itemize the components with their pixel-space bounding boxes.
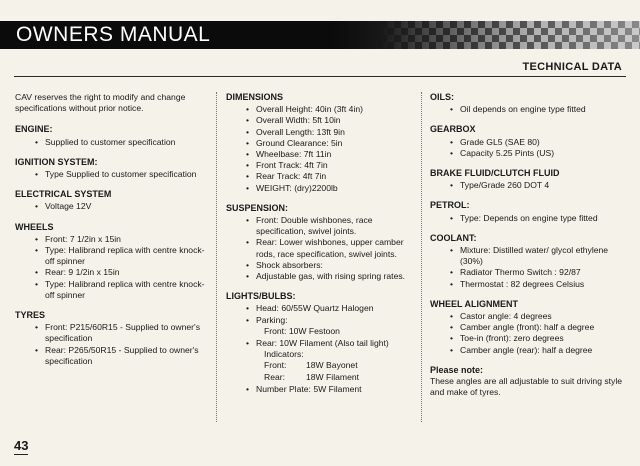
page-number-underline	[14, 454, 28, 455]
column-divider	[421, 92, 422, 422]
list-item: • Mixture: Distilled water/ glycol ethylene (30%)	[430, 245, 624, 267]
list-item: • Rear: P265/50R15 - Supplied to owner's specification	[15, 345, 205, 367]
oils-section	[430, 92, 624, 115]
list-item: • Rear: Lower wishbones, upper camber rods, race specification, swivel joints.	[226, 237, 416, 259]
ignition-system-heading: IGNITION SYSTEM:	[15, 156, 98, 167]
list-item: • Ground Clearance: 5in	[226, 138, 416, 149]
dimensions-list	[226, 104, 416, 194]
list-item: • Front Track: 4ft 7in	[226, 160, 416, 171]
list-item: • Camber angle (rear): half a degree	[430, 345, 624, 356]
section-divider	[14, 76, 626, 77]
indicator-front-row	[226, 360, 416, 371]
page-title: OWNERS MANUAL	[16, 23, 211, 46]
suspension-list	[226, 215, 416, 282]
lights-list-plate	[226, 384, 416, 395]
dimensions-section	[226, 92, 416, 194]
oils-heading: OILS:	[430, 92, 454, 102]
list-item: • Rear: 10W Filament (Also tail light)	[226, 338, 416, 349]
list-item: • Front: Double wishbones, race specification, swivel joints.	[226, 215, 416, 237]
list-item: • Voltage 12V	[15, 201, 205, 212]
list-item: • Capacity 5.25 Pints (US)	[430, 148, 624, 159]
ignition-system-section	[15, 157, 205, 180]
ignition-system-list	[15, 169, 205, 180]
wheel-alignment-section	[430, 299, 624, 356]
tyres-list	[15, 322, 205, 367]
list-item: • Overall Width: 5ft 10in	[226, 115, 416, 126]
list-item: • Shock absorbers:	[226, 260, 416, 271]
list-item: • Toe-in (front): zero degrees	[430, 333, 624, 344]
tyres-heading: TYRES	[15, 310, 46, 321]
suspension-section	[226, 203, 416, 282]
indicator-rear-key: Rear:	[264, 371, 286, 382]
wheels-list	[15, 234, 205, 301]
column-divider	[216, 92, 217, 422]
list-item	[226, 315, 416, 326]
petrol-heading: PETROL:	[430, 200, 470, 211]
petrol-list	[430, 213, 624, 224]
list-item: • Grade GL5 (SAE 80)	[430, 137, 624, 148]
list-item: • Head: 60/55W Quartz Halogen	[226, 303, 416, 314]
list-item: • Radiator Thermo Switch : 92/87	[430, 267, 624, 278]
electrical-system-heading: ELECTRICAL SYSTEM	[15, 189, 112, 200]
column-left	[15, 92, 205, 376]
wheels-heading: WHEELS	[15, 221, 54, 232]
petrol-section	[430, 200, 624, 223]
list-item: • Overall Height: 40in (3ft 4in)	[226, 104, 416, 115]
indicator-rear-value: 18W Filament	[306, 371, 360, 382]
list-item: • WEIGHT: (dry)2200lb	[226, 183, 416, 194]
section-title: TECHNICAL DATA	[522, 61, 622, 73]
note-heading: Please note:	[430, 364, 484, 375]
list-item: • Overall Length: 13ft 9in	[226, 127, 416, 138]
list-item: • Number Plate: 5W Filament	[226, 384, 416, 395]
lights-list	[226, 303, 416, 325]
brake-fluid-clutch-fluid-list	[430, 180, 624, 191]
column-middle	[226, 92, 416, 404]
coolant-heading: COOLANT:	[430, 232, 477, 243]
column-right	[430, 92, 624, 398]
list-item: • Type Supplied to customer specification	[15, 169, 205, 180]
lights-list-rear	[226, 338, 416, 349]
electrical-system-section	[15, 189, 205, 212]
engine-list	[15, 137, 205, 148]
indicator-front-key: Front:	[264, 360, 287, 371]
list-item: • Adjustable gas, with rising spring rates.	[226, 271, 416, 282]
tyres-section	[15, 310, 205, 367]
list-item: • Wheelbase: 7ft 11in	[226, 149, 416, 160]
list-item: • Front: P215/60R15 - Supplied to owner's specification	[15, 322, 205, 344]
wheels-section	[15, 222, 205, 301]
list-item: • Supplied to customer specification	[15, 137, 205, 148]
electrical-system-list	[15, 201, 205, 212]
wheel-alignment-heading: WHEEL ALIGNMENT	[430, 298, 518, 309]
page-number: 43	[14, 438, 29, 453]
coolant-list	[430, 245, 624, 290]
brake-fluid-clutch-fluid-section	[430, 168, 624, 191]
list-item: • Rear: 9 1/2in x 15in	[15, 267, 205, 278]
list-item: • Thermostat : 82 degrees Celsius	[430, 279, 624, 290]
indicator-front-value: 18W Bayonet	[306, 360, 358, 371]
list-item: • Type/Grade 260 DOT 4	[430, 180, 624, 191]
list-item: • Rear Track: 4ft 7in	[226, 171, 416, 182]
list-item: • Type: Halibrand replica with centre knock-off spinner	[15, 279, 205, 301]
engine-heading: ENGINE:	[15, 124, 53, 135]
oils-list	[430, 104, 624, 115]
list-item: • Castor angle: 4 degrees	[430, 311, 624, 322]
list-item: • Type: Depends on engine type fitted	[430, 213, 624, 224]
list-item: • Front: 7 1/2in x 15in	[15, 234, 205, 245]
gearbox-list	[430, 137, 624, 159]
brake-fluid-clutch-fluid-heading: BRAKE FLUID/CLUTCH FLUID	[430, 168, 560, 179]
intro-text: CAV reserves the right to modify and change specifications without prior notice.	[15, 92, 186, 114]
note-text: These angles are all adjustable to suit driving style and make of tyres.	[430, 376, 623, 398]
list-item: • Type: Halibrand replica with centre knock-off spinner	[15, 245, 205, 267]
engine-section	[15, 124, 205, 147]
parking-front: Front: 10W Festoon	[264, 325, 340, 336]
indicators-label: Indicators:	[264, 349, 304, 360]
parking-label: Parking:	[256, 314, 288, 325]
dimensions-heading: DIMENSIONS	[226, 92, 284, 102]
list-item: • Camber angle (front): half a degree	[430, 322, 624, 333]
lights-heading: LIGHTS/BULBS:	[226, 291, 296, 302]
note-block	[430, 365, 624, 399]
lights-section	[226, 291, 416, 395]
indicator-rear-row	[226, 372, 416, 383]
suspension-heading: SUSPENSION:	[226, 202, 289, 213]
gearbox-section	[430, 124, 624, 159]
gearbox-heading: GEARBOX	[430, 124, 476, 135]
checkered-flag-pattern	[380, 21, 640, 49]
wheel-alignment-list	[430, 311, 624, 356]
coolant-section	[430, 233, 624, 290]
list-item: • Oil depends on engine type fitted	[430, 104, 624, 115]
